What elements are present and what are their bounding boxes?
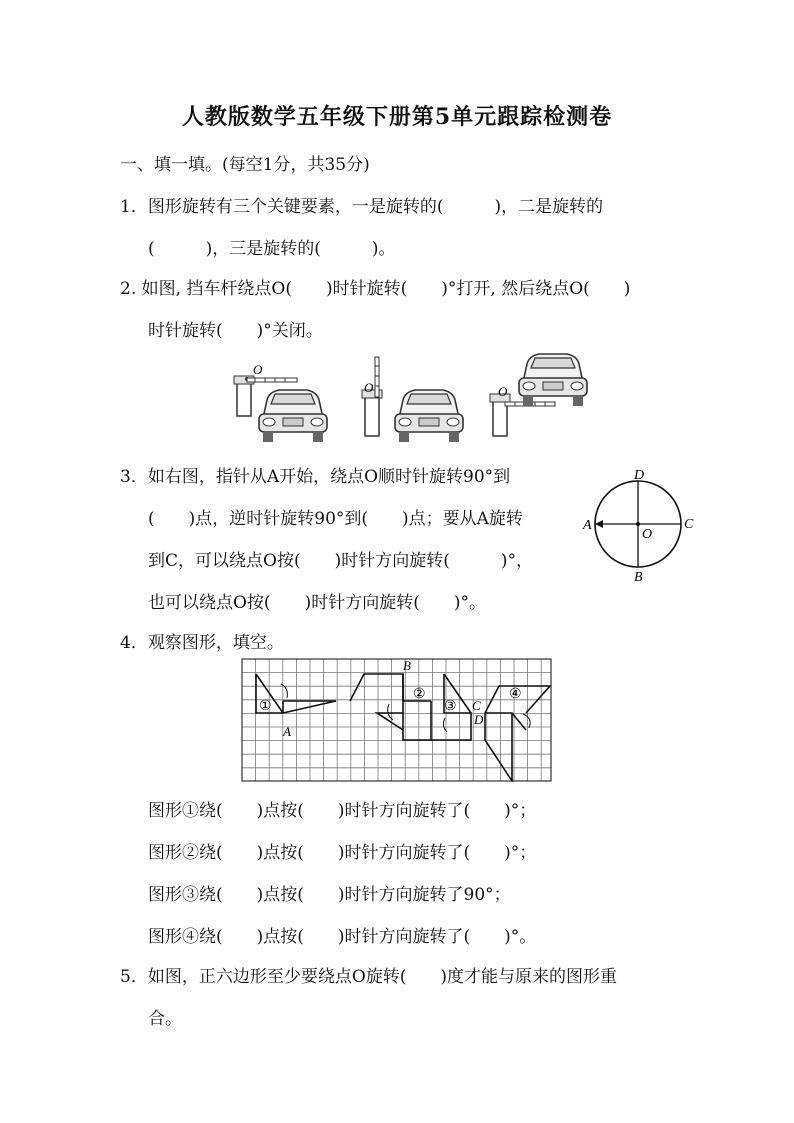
question-3-line-3: 到C，可以绕点O按( )时针方向旋转( )°， — [148, 551, 533, 571]
svg-text:O: O — [364, 380, 374, 395]
svg-text:O: O — [498, 384, 508, 399]
svg-text:C: C — [684, 517, 694, 532]
section-heading: 一、填一填。(每空1分，共35分) — [120, 155, 370, 175]
car-icon — [519, 354, 587, 406]
gate-post-icon — [365, 396, 379, 436]
gate-post-icon — [237, 382, 251, 416]
svg-text:①: ① — [259, 699, 272, 714]
barrier-gate-illustration — [225, 352, 605, 444]
svg-text:A: A — [283, 724, 291, 739]
question-2-line-2: 时针旋转( )°关闭。 — [148, 321, 323, 341]
question-4-row-1: 图形①绕( )点按( )时针方向旋转了( )°； — [148, 801, 537, 821]
question-5-line-2: 合。 — [148, 1009, 182, 1029]
svg-text:B: B — [634, 570, 643, 585]
svg-text:②: ② — [413, 687, 426, 702]
svg-text:D: D — [474, 712, 484, 727]
svg-text:④: ④ — [509, 687, 522, 702]
page-title: 人教版数学五年级下册第5单元跟踪检测卷 — [181, 104, 613, 130]
svg-text:C: C — [472, 698, 481, 713]
svg-text:O: O — [642, 527, 653, 542]
question-3-line-1: 3．如右图，指针从A开始，绕点O顺时针旋转90°到 — [120, 467, 511, 487]
clock-dial-diagram — [578, 466, 698, 586]
car-icon — [259, 390, 327, 442]
question-4-row-4: 图形④绕( )点按( )时针方向旋转了( )°。 — [148, 927, 537, 947]
question-2-line-1: 2. 如图, 挡车杆绕点O( )时针旋转( )°打开, 然后绕点O( ) — [120, 279, 631, 299]
question-4-row-2: 图形②绕( )点按( )时针方向旋转了( )°； — [148, 843, 537, 863]
question-1-line-2: ( )，三是旋转的( )。 — [148, 239, 396, 259]
question-4-row-3: 图形③绕( )点按( )时针方向旋转了90°； — [148, 885, 511, 905]
question-1-line-1: 1．图形旋转有三个关键要素，一是旋转的( )，二是旋转的 — [120, 197, 604, 217]
rotation-grid-diagram — [241, 658, 552, 782]
pivot-label-o: O — [253, 362, 263, 377]
question-5-line-1: 5．如图，正六边形至少要绕点O旋转( )度才能与原来的图形重 — [120, 967, 618, 987]
svg-text:D: D — [634, 468, 645, 483]
question-3-line-2: ( )点，逆时针旋转90°到( )点；要从A旋转 — [148, 509, 523, 529]
pointer-arrow-icon — [595, 520, 603, 528]
question-3-line-4: 也可以绕点O按( )时针方向旋转( )°。 — [148, 593, 486, 613]
car-icon — [395, 390, 463, 442]
svg-text:A: A — [583, 518, 592, 533]
question-4-line-0: 4．观察图形，填空。 — [120, 633, 284, 653]
svg-text:③: ③ — [444, 699, 457, 714]
svg-text:B: B — [403, 658, 411, 673]
